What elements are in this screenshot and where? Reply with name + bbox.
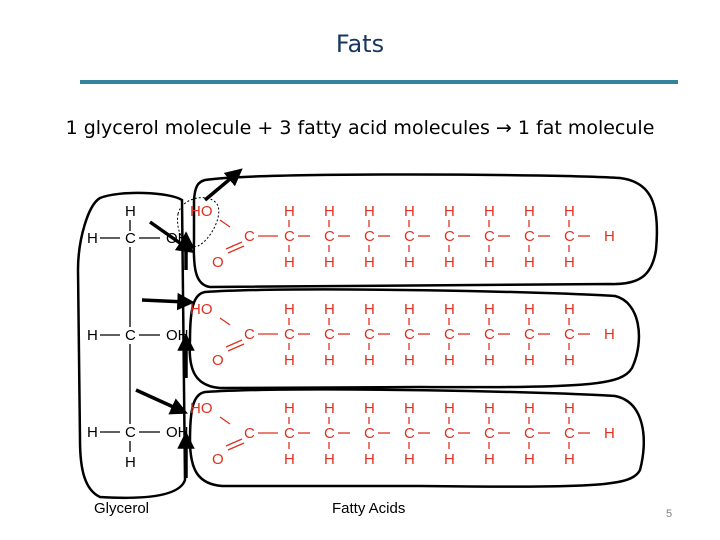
chain-top-h: H (484, 203, 495, 220)
chain-top-h: H (324, 301, 335, 318)
chain-top-h: H (564, 301, 575, 318)
chain-bottom-h: H (564, 254, 575, 271)
chain-bottom-h: H (444, 254, 455, 271)
arrow-mid-in (142, 300, 186, 302)
chain-bottom-h: H (484, 254, 495, 271)
chain-carbon: C (364, 326, 375, 343)
glycerol-left-h: H (87, 327, 98, 344)
chain-carbon: C (284, 326, 295, 343)
chain-bottom-h: H (364, 352, 375, 369)
chain-carbon: C (364, 425, 375, 442)
chain-carbon: C (444, 326, 455, 343)
chain-bottom-h: H (284, 254, 295, 271)
carboxyl-oxygen: O (212, 451, 224, 468)
chain-top-h: H (284, 400, 295, 417)
chain-bottom-h: H (484, 451, 495, 468)
chain-top-h: H (524, 400, 535, 417)
glycerol-hydroxyl: OH (166, 230, 189, 247)
chain-top-h: H (284, 203, 295, 220)
chain-bottom-h: H (324, 254, 335, 271)
chain-end-h: H (604, 228, 615, 245)
chain-carbon: C (324, 326, 335, 343)
glycerol-carbon: C (125, 424, 136, 441)
carboxyl-oxygen: O (212, 352, 224, 369)
fatty-acids-label: Fatty Acids (332, 500, 406, 517)
chain-bottom-h: H (284, 451, 295, 468)
chain-end-h: H (604, 425, 615, 442)
slide-title: Fats (335, 30, 385, 58)
chain-carbon: C (484, 425, 495, 442)
chain-carbon: C (284, 425, 295, 442)
chain-bottom-h: H (524, 451, 535, 468)
chain-top-h: H (284, 301, 295, 318)
chain-top-h: H (324, 203, 335, 220)
glycerol-hydroxyl: OH (166, 327, 189, 344)
chain-bottom-h: H (404, 352, 415, 369)
chain-carbon: C (404, 228, 415, 245)
chain-bottom-h: H (324, 451, 335, 468)
chain-carbon: C (484, 228, 495, 245)
chain-carbon: C (364, 228, 375, 245)
chain-carbon: C (284, 228, 295, 245)
chain-top-h: H (364, 203, 375, 220)
slide-subtitle: 1 glycerol molecule + 3 fatty acid molecules → 1 fat molecule (65, 117, 655, 139)
carboxyl-carbon: C (244, 425, 255, 442)
carboxyl-ho: HO (190, 203, 213, 220)
carboxyl-bond (220, 318, 230, 325)
chain-bottom-h: H (484, 352, 495, 369)
glycerol-carbon: C (125, 327, 136, 344)
chain-top-h: H (564, 400, 575, 417)
chain-top-h: H (524, 301, 535, 318)
chain-top-h: H (564, 203, 575, 220)
fatty-acid-outline-1 (194, 175, 657, 288)
chain-bottom-h: H (444, 451, 455, 468)
chain-bottom-h: H (324, 352, 335, 369)
chain-top-h: H (364, 400, 375, 417)
chain-top-h: H (404, 400, 415, 417)
glycerol-hydroxyl: OH (166, 424, 189, 441)
chain-carbon: C (524, 228, 535, 245)
chain-top-h: H (444, 400, 455, 417)
chain-top-h: H (444, 203, 455, 220)
glycerol-carbon: C (125, 230, 136, 247)
chain-bottom-h: H (524, 254, 535, 271)
chain-top-h: H (404, 301, 415, 318)
carboxyl-ho: HO (190, 400, 213, 417)
chain-carbon: C (324, 228, 335, 245)
fatty-acid-chains (190, 203, 615, 468)
glycerol-left-h: H (87, 230, 98, 247)
chain-top-h: H (324, 400, 335, 417)
chain-carbon: C (404, 326, 415, 343)
carboxyl-carbon: C (244, 228, 255, 245)
carboxyl-carbon: C (244, 326, 255, 343)
fatty-acid-outline-3 (190, 389, 644, 486)
chain-top-h: H (404, 203, 415, 220)
glycerol-bottom-h: H (125, 454, 136, 471)
chain-bottom-h: H (404, 254, 415, 271)
chain-carbon: C (444, 228, 455, 245)
page-number: 5 (666, 508, 673, 520)
chain-carbon: C (484, 326, 495, 343)
chain-bottom-h: H (284, 352, 295, 369)
chain-carbon: C (564, 326, 575, 343)
glycerol-label: Glycerol (94, 500, 150, 517)
carboxyl-bond (220, 220, 230, 227)
chain-top-h: H (364, 301, 375, 318)
glycerol-left-h: H (87, 424, 98, 441)
chain-bottom-h: H (404, 451, 415, 468)
chain-carbon: C (564, 425, 575, 442)
chain-end-h: H (604, 326, 615, 343)
chain-bottom-h: H (524, 352, 535, 369)
carboxyl-oxygen: O (212, 254, 224, 271)
chain-bottom-h: H (364, 254, 375, 271)
chain-top-h: H (444, 301, 455, 318)
chain-carbon: C (524, 326, 535, 343)
carboxyl-ho: HO (190, 301, 213, 318)
chain-top-h: H (524, 203, 535, 220)
glycerol-top-h: H (125, 203, 136, 220)
chain-carbon: C (524, 425, 535, 442)
chain-carbon: C (444, 425, 455, 442)
arrow-bot-in (136, 390, 180, 410)
chain-bottom-h: H (564, 451, 575, 468)
chain-bottom-h: H (564, 352, 575, 369)
chain-top-h: H (484, 301, 495, 318)
chain-bottom-h: H (444, 352, 455, 369)
carboxyl-bond (220, 417, 230, 424)
chain-bottom-h: H (364, 451, 375, 468)
chain-top-h: H (484, 400, 495, 417)
chain-carbon: C (324, 425, 335, 442)
glycerol-structure (87, 203, 189, 471)
chain-carbon: C (404, 425, 415, 442)
chain-carbon: C (564, 228, 575, 245)
